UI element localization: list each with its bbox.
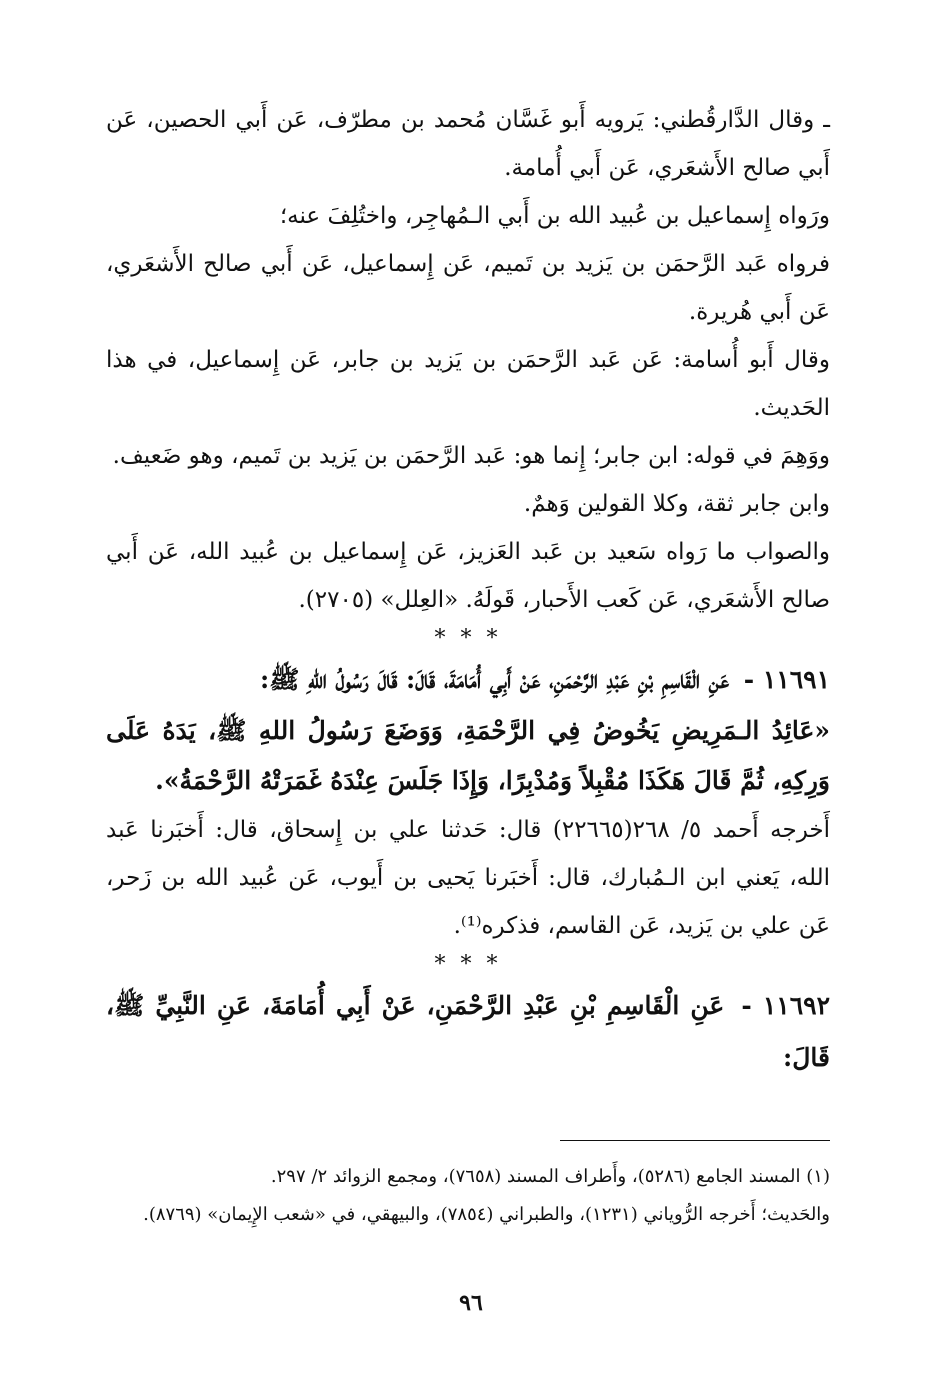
footnote-divider bbox=[560, 1140, 830, 1141]
hadith-11691-isnad: عَنِ الْقَاسِمِ بْنِ عَبْدِ الرَّحْمَنِ، عَنْ أَبِي أُمَامَةَ، قَالَ: قَالَ رَسُولُ اللهِ ﷺ: bbox=[260, 665, 730, 694]
page-number: ٩٦ bbox=[459, 1290, 483, 1316]
paragraph-sawab: والصواب ما رَواه سَعيد بن عَبد العَزيز، عَن إِسماعيل بن عُبيد الله، عَن أَبي صالح الأَشعَري، عَن كَعب الأَحبار، قَولَهُ. «العِلل» (٢٧٠٥). bbox=[106, 539, 830, 613]
hadith-11691-number: ١١٦٩١ - bbox=[743, 665, 830, 694]
paragraph-abu-usama: وقال أَبو أُسامة: عَن عَبد الرَّحمَن بن يَزيد بن جابر، عَن إِسماعيل، في هذا الحَديث. bbox=[106, 347, 830, 421]
paragraph-wahm: ووَهِمَ في قوله: ابن جابر؛ إِنما هو: عَبد الرَّحمَن بن يَزيد بن تَميم، وهو ضَعيف. bbox=[112, 443, 830, 469]
hadith-11692-heading bbox=[106, 980, 830, 1084]
footnote-1: (١) المسند الجامع (٥٢٨٦)، وأَطراف المسند (٧٦٥٨)، ومجمع الزوائد ٢/ ٢٩٧. bbox=[270, 1166, 830, 1187]
hadith-11692-isnad: عَنِ الْقَاسِمِ بْنِ عَبْدِ الرَّحْمَنِ، عَنْ أَبِي أُمَامَةَ، عَنِ النَّبِيِّ ﷺ، قَالَ: bbox=[106, 991, 830, 1072]
paragraph-daraqutni: ـ وقال الدَّارقُطني: يَرويه أَبو غَسَّان مُحمد بن مطرّف، عَن أَبي الحصين، عَن أَبي صالح الأَشعَري، عَن أَبي أُمامة. bbox=[106, 107, 830, 181]
footnotes bbox=[106, 1158, 830, 1234]
paragraph-abdurrahman-tamim: فرواه عَبد الرَّحمَن بن يَزيد بن تَميم، عَن إِسماعيل، عَن أَبي صالح الأَشعَري، عَن أَبي هُريرة. bbox=[106, 251, 830, 325]
hadith-11691-takhrij: أَخرجه أَحمد ٥/ ٢٦٨(٢٢٦٦٥) قال: حَدثنا علي بن إِسحاق، قال: أَخبَرنا عَبد الله، يَعني ابن الـمُبارك، قال: أَخبَرنا يَحيى بن أَيوب، عَن عُبيد الله بن زَحر، عَن علي بن يَزيد، عَن القاسم، فذكره⁽¹⁾. bbox=[106, 817, 831, 939]
footnote-1-continued: والحَديث؛ أَخرجه الرُّوياني (١٢٣١)، والطبراني (٧٨٥٤)، والبيهقي، في «شعب الإِيمان» (٨٧٦٩). bbox=[143, 1204, 830, 1225]
page-body bbox=[106, 96, 830, 1084]
hadith-11691-heading bbox=[106, 654, 830, 706]
section-separator-2: * * * bbox=[434, 952, 502, 977]
section-separator: * * * bbox=[434, 626, 502, 651]
paragraph-ibn-jabir-thiqa: وابن جابر ثقة، وكلا القولين وَهمٌ. bbox=[523, 491, 830, 517]
hadith-11692-number: ١١٦٩٢ - bbox=[741, 991, 830, 1020]
paragraph-ismail-narration: ورَواه إِسماعيل بن عُبيد الله بن أَبي الـمُهاجِر، واختُلِفَ عنه؛ bbox=[279, 203, 830, 229]
hadith-11691-matn: «عَائِدُ الـمَرِيضِ يَخُوضُ فِي الرَّحْمَةِ، وَوَضَعَ رَسُولُ اللهِ ﷺ، يَدَهُ عَلَى وَرِكِهِ، ثُمَّ قَالَ هَكَذَا مُقْبِلاً وَمُدْبِرًا، وَإِذَا جَلَسَ عِنْدَهُ غَمَرَتْهُ الرَّحْمَةُ». bbox=[106, 716, 830, 795]
